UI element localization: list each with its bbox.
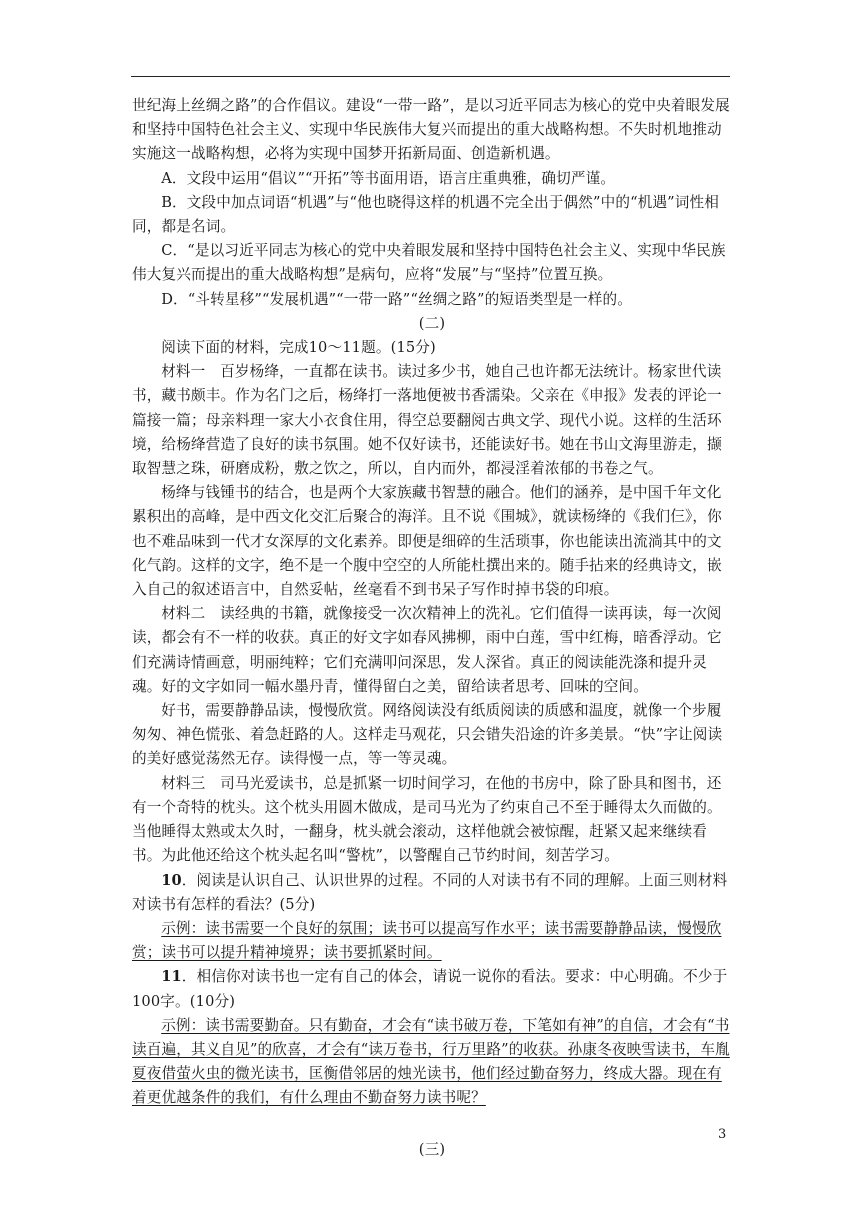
- answer-10: [132, 917, 732, 965]
- section-gap: [132, 1111, 732, 1138]
- section-2-heading: (二): [418, 314, 446, 332]
- question-10-text: ．阅读是认识自己、认识世界的过程。不同的人对读书有不同的理解。上面三则材料对读书有怎样的看法？(5分): [132, 871, 728, 913]
- question-11-number: 11: [161, 968, 182, 986]
- option-b: B．文段中加点词语“机遇”与“他也晓得这样的机遇不完全出于偶然”中的“机遇”词性相同，都是名词。: [132, 193, 720, 236]
- material-2-paragraph-1: 材料二 读经典的书籍，就像接受一次次精神上的洗礼。它们值得一读再读，每一次阅读，都会有不一样的收获。真正的好文字如春风拂柳，雨中白莲，雪中红梅，暗香浮动。它们充满诗情画意，明丽纯粹；它们充满叩问深思，发人深省。真正的阅读能洗涤和提升灵魂。好的文字如同一幅水墨丹青，懂得留白之美，留给读者思考、回味的空间。: [132, 605, 722, 695]
- option-c: C．“是以习近平同志为核心的党中央着眼发展和坚持中国特色社会主义、实现中华民族伟大复兴而提出的重大战略构想”是病句，应将“发展”与“坚持”位置互换。: [132, 242, 726, 284]
- material-1-paragraph-1: 材料一 百岁杨绛，一直都在读书。读过多少书，她自己也许都无法统计。杨家世代读书，藏书颇丰。作为名门之后，杨绛打一落地便被书香濡染。父亲在《申报》发表的评论一篇接一篇；母亲料理一家大小衣食住用，得空总要翻阅古典文学、现代小说。这样的生活环境，给杨绛营造了良好的读书氛围。她不仅好读书，还能读好书。她在书山文海里游走，撷取智慧之珠，研磨成粉，敷之饮之，所以，自内而外，都浸淫着浓郁的书卷之气。: [132, 363, 722, 478]
- material-3-paragraph: 材料三 司马光爱读书，总是抓紧一切时间学习，在他的书房中，除了卧具和图书，还有一个奇特的枕头。这个枕头用圆木做成，是司马光为了约束自己不至于睡得太久而做的。当他睡得太熟或太久时，一翻身，枕头就会滚动，这样他就会被惊醒，赶紧又起来继续看书。为此他还给这个枕头起名叫“警枕”，以警醒自己节约时间，刻苦学习。: [132, 774, 722, 865]
- section-3-heading: (三): [418, 1140, 446, 1158]
- section-2-instruction: 阅读下面的材料，完成10～11题。(15分): [161, 339, 436, 357]
- answer-10-text: 示例：读书需要一个良好的氛围；读书可以提高写作水平；读书需要静静品读，慢慢欣赏；读书可以提升精神境界；读书要抓紧时间。: [132, 919, 722, 962]
- question-10-number: 10: [161, 871, 182, 889]
- page-number: 3: [718, 1127, 727, 1142]
- intro-paragraph: 世纪海上丝绸之路”的合作倡议。建设“一带一路”，是以习近平同志为核心的党中央着眼发展和坚持中国特色社会主义、实现中华民族伟大复兴而提出的重大战略构想。不失时机地推动实施这一战略构想，必将为实现中国梦开拓新局面、创造新机遇。: [132, 97, 730, 163]
- question-10: [132, 869, 732, 917]
- body-text: [132, 94, 732, 1162]
- material-1-paragraph-2: 杨绛与钱锺书的结合，也是两个大家族藏书智慧的融合。他们的涵养，是中国千年文化累积出的高峰，是中西文化交汇后聚合的海洋。且不说《围城》，就读杨绛的《我们仨》，你也不难品味到一代才女深厚的文化素养。即便是细碎的生活琐事，你也能读出流淌其中的文化气韵。这样的文字，绝不是一个腹中空空的人所能杜撰出来的。随手拈来的经典诗文，嵌入自己的叙述语言中，自然妥帖，丝毫看不到书呆子写作时掉书袋的印痕。: [132, 484, 722, 599]
- material-2-paragraph-2: 好书，需要静静品读，慢慢欣赏。网络阅读没有纸质阅读的质感和温度，就像一个步履匆匆、神色慌张、着急赶路的人。这样走马观花，只会错失沿途的许多美景。“快”字让阅读的美好感觉荡然无存。读得慢一点，等一等灵魂。: [132, 702, 723, 768]
- answer-11: [132, 1014, 732, 1111]
- question-11-text: ．相信你对读书也一定有自己的体会，请说一说你的看法。要求：中心明确。不少于100字。(10分): [132, 968, 728, 1010]
- option-d: D．“斗转星移”“发展机遇”“一带一路”“丝绸之路”的短语类型是一样的。: [161, 290, 633, 308]
- option-a: A．文段中运用“倡议”“开拓”等书面用语，语言庄重典雅，确切严谨。: [161, 169, 616, 187]
- answer-11-text: 示例：读书需要勤奋。只有勤奋，才会有“读书破万卷，下笔如有神”的自信，才会有“书读百遍，其义自见”的欣喜，才会有“读万卷书，行万里路”的收获。孙康冬夜映雪读书，车胤夏夜借萤火虫的微光读书，匡衡借邻居的烛光读书，他们经过勤奋努力，终成大器。现在有着更优越条件的我们，有什么理由不勤奋努力读书呢？: [132, 1016, 730, 1107]
- question-11: [132, 965, 732, 1013]
- header-rule: [131, 76, 730, 77]
